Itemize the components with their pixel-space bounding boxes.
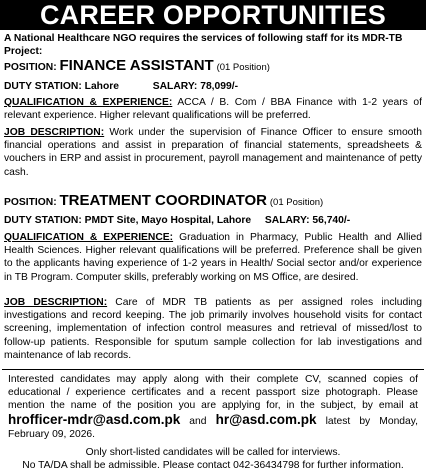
- position2-qual-label: QUALIFICATION & EXPERIENCE:: [4, 232, 174, 243]
- position2-count: (01 Position): [269, 197, 324, 208]
- position2-title: TREATMENT COORDINATOR: [59, 192, 268, 209]
- position2-station-row: [4, 214, 422, 227]
- position1-heading: [4, 59, 422, 74]
- position1-salary: SALARY: 78,099/-: [152, 81, 239, 92]
- apply-instructions: [8, 373, 418, 441]
- position2-job-text: Care of MDR TB patients as per assigned roles including investigations and record keeping. The job primarily involves household visits for contact screening, implementation of infection control measures and retrieval of missed/lost to follow-up patients. Responsible for sputum sample collection for lab investigations and maintenance of lab records.: [4, 297, 422, 361]
- footer-shortlist: Only short-listed candidates will be called for interviews.: [85, 447, 341, 458]
- position1-job-label: JOB DESCRIPTION:: [4, 127, 105, 138]
- position2-job-label: JOB DESCRIPTION:: [4, 297, 108, 308]
- position2-salary: SALARY: 56,740/-: [264, 215, 351, 226]
- position2-label: POSITION:: [4, 197, 57, 208]
- position1-label: POSITION:: [4, 62, 57, 73]
- position2-qual-text: Graduation in Pharmacy, Public Health and Allied Health Sciences. Higher relevant qualifications will be preferred. Preference shall be given to the applicants having experience of 1-2 years in Health/ Social sector and/or experience in TB Program. Computer skills, preferably working on MS Office, are desired.: [4, 232, 422, 283]
- position1-station-row: [4, 80, 422, 93]
- email-hrofficer[interactable]: hrofficer-mdr@asd.com.pk: [8, 411, 181, 427]
- intro-text: A National Healthcare NGO requires the services of following staff for its MDR-TB Project:: [4, 33, 403, 58]
- banner-title: CAREER OPPORTUNITIES: [0, 0, 426, 30]
- position1-job-description: [4, 126, 422, 179]
- position1-qual-text: ACCA / B. Com / BBA Finance with 1-2 years of relevant experience. Higher relevant qualifications will be preferred.: [4, 97, 422, 122]
- position1-qualification: [4, 96, 422, 122]
- position2-station: DUTY STATION: PMDT Site, Mayo Hospital, Lahore: [4, 215, 252, 226]
- footer-contact: No TA/DA shall be admissible. Please contact 042-36434798 for further information.: [22, 460, 404, 471]
- position1-title: FINANCE ASSISTANT: [59, 57, 214, 74]
- apply-text: Interested candidates may apply along with their complete CV, scanned copies of educational / experience certificates and a recent passport size photograph. Please mention the name of the position you are applying for, in the subject, by email at: [8, 374, 418, 412]
- position2-job-description: [4, 296, 422, 362]
- section-divider: [2, 369, 424, 370]
- position2-qualification: [4, 231, 422, 284]
- apply-and: and: [189, 415, 207, 427]
- position1-count: (01 Position): [216, 62, 270, 73]
- position1-qual-label: QUALIFICATION & EXPERIENCE:: [4, 97, 173, 108]
- position1-job-text: Work under the supervision of Finance Officer to ensure smooth financial operations and assist in preparation of financial statements, spreadsheets & vouchers in ERP and assist in procurement, payroll management and maintenance of petty cash.: [4, 127, 422, 178]
- apply-deadline: latest by Monday, February 09, 2026.: [8, 415, 418, 440]
- email-hr[interactable]: hr@asd.com.pk: [215, 411, 317, 427]
- position2-heading: [4, 194, 422, 209]
- position1-station: DUTY STATION: Lahore: [4, 81, 119, 92]
